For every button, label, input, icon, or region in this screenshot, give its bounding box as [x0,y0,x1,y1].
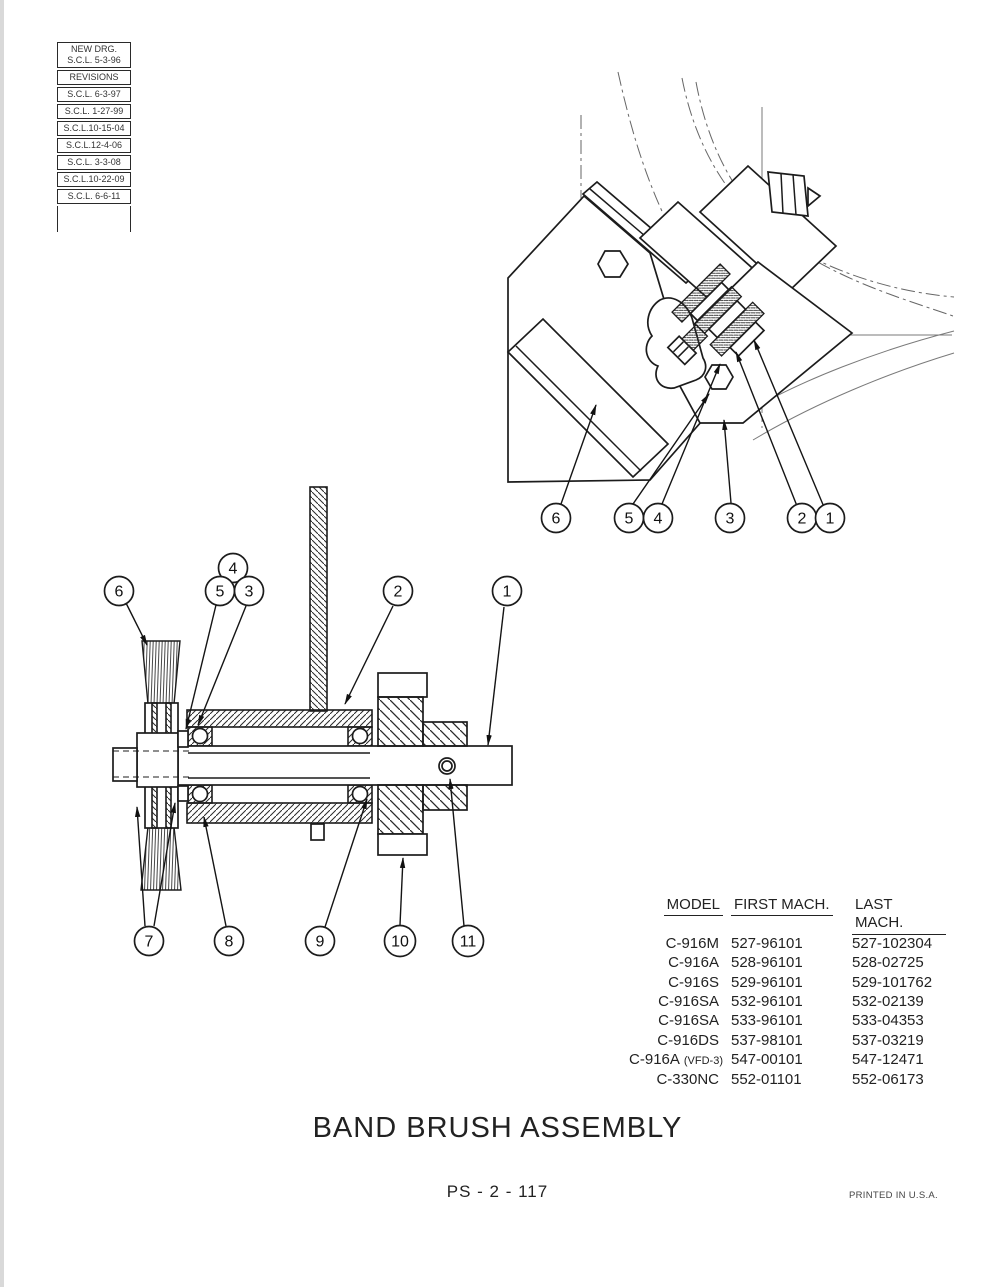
revision-entry: S.C.L. 1-27-99 [57,104,131,119]
table-row: C-330NC 552-01101 552-06173 [656,1070,924,1088]
section-callout-2 [384,577,413,606]
revision-new-drg-label: NEW DRG. [71,44,117,54]
svg-text:4: 4 [228,560,238,578]
section-callout-9 [306,927,335,956]
svg-text:11: 11 [459,933,477,951]
svg-text:7: 7 [144,933,154,951]
revision-entry: S.C.L.10-22-09 [57,172,131,187]
section-view [105,487,522,957]
svg-text:9: 9 [315,933,325,951]
brush-bristles-top [142,641,180,704]
section-callout-11 [453,926,484,957]
section-callout-8 [215,927,244,956]
adjust-bolt [768,172,820,216]
svg-text:6: 6 [551,510,561,528]
detail-callout-1 [816,504,845,533]
section-callout-3 [235,577,264,606]
svg-text:5: 5 [215,583,225,601]
detail-callout-5 [615,504,644,533]
models-header-first: FIRST MACH. [731,896,833,916]
revision-entry: S.C.L.12-4-06 [57,138,131,153]
detail-callout-3 [716,504,745,533]
svg-text:6: 6 [114,583,124,601]
revision-entry: S.C.L. 6-6-11 [57,189,131,204]
table-row: C-916A 528-96101 528-02725 [668,954,924,972]
printed-note: PRINTED IN U.S.A. [848,1190,938,1201]
revision-header: REVISIONS [57,70,131,85]
revision-entry: S.C.L. 3-3-08 [57,155,131,170]
svg-text:5: 5 [624,510,634,528]
svg-text:4: 4 [653,510,663,528]
detail-callout-6 [542,504,571,533]
svg-text:1: 1 [825,510,835,528]
svg-text:3: 3 [244,583,254,601]
table-row: C-916A (VFD-3) 547-00101 547-12471 [629,1051,924,1069]
models-header-last: LAST MACH. [852,896,946,935]
revision-entry: S.C.L. 6-3-97 [57,87,131,102]
svg-text:8: 8 [224,933,234,951]
mount-bar [310,487,327,840]
svg-text:2: 2 [797,510,807,528]
brush-hub [113,703,190,828]
detail-view [508,72,954,533]
revision-new-drg-date: S.C.L. 5-3-96 [67,55,121,65]
svg-text:10: 10 [391,933,409,951]
section-callout-1 [493,577,522,606]
brush-shaft [178,746,512,785]
table-row: C-916SA 532-96101 532-02139 [658,993,924,1011]
detail-callout-2 [788,504,817,533]
section-callout-10 [385,926,416,957]
models-header-model: MODEL [664,896,723,916]
revision-entry: S.C.L.10-15-04 [57,121,131,136]
detail-callout-4 [644,504,673,533]
table-row: C-916M 527-96101 527-102304 [665,934,933,952]
section-callout-6 [105,577,134,606]
section-callout-5 [206,577,235,606]
table-row: C-916DS 537-98101 537-03219 [657,1031,924,1049]
svg-text:2: 2 [393,583,403,601]
page-number: PS - 2 - 117 [446,1182,549,1201]
hex-nut [705,365,733,389]
page-title: BAND BRUSH ASSEMBLY [312,1112,683,1144]
table-row: C-916S 529-96101 529-101762 [668,973,933,991]
table-row: C-916SA 533-96101 533-04353 [658,1012,924,1030]
section-callout-7 [135,927,164,956]
svg-text:3: 3 [725,510,735,528]
svg-text:1: 1 [502,583,512,601]
brush-bristles-bottom [141,827,181,890]
